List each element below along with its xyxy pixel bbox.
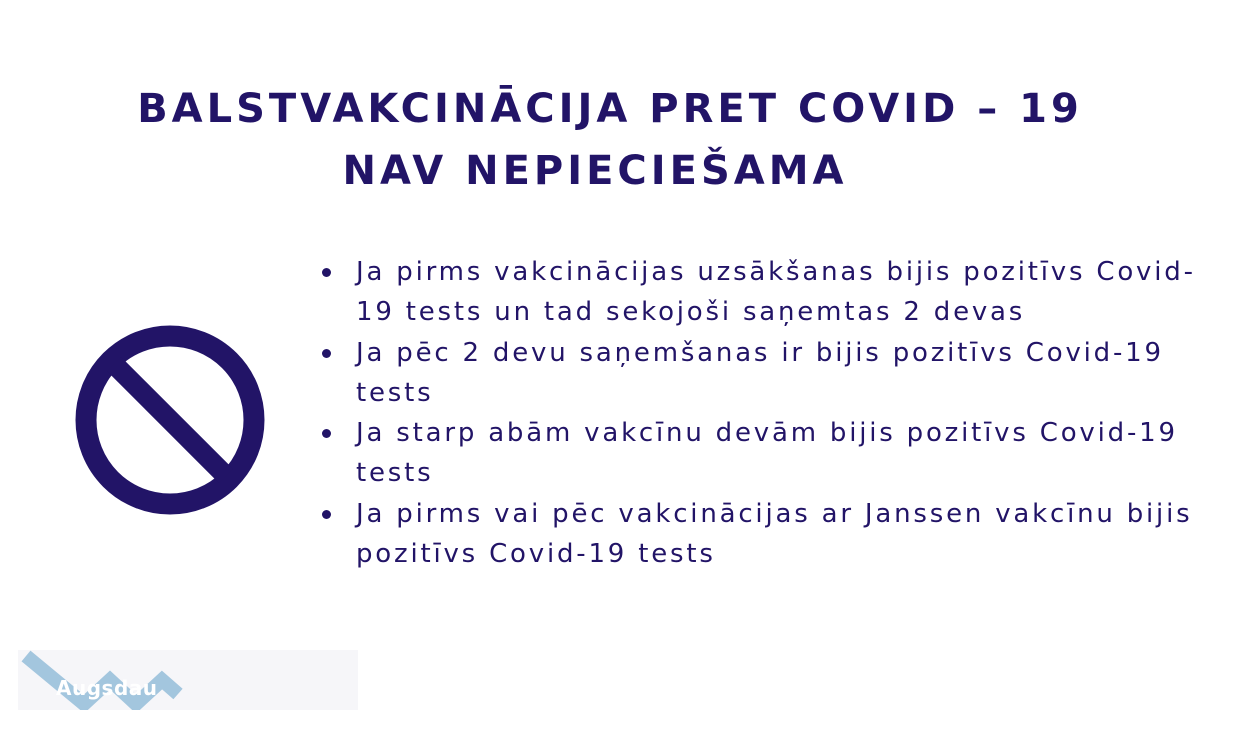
prohibited-sign-icon <box>74 324 266 516</box>
page-title <box>0 78 1220 202</box>
list-item: Ja pirms vakcinācijas uzsākšanas bijis pozitīvs Covid-19 tests un tad sekojoši saņemtas 2 devas <box>318 252 1198 333</box>
list-item: Ja starp abām vakcīnu devām bijis pozitīvs Covid-19 tests <box>318 413 1198 494</box>
list-item: Ja pirms vai pēc vakcinācijas ar Janssen vakcīnu bijis pozitīvs Covid-19 tests <box>318 494 1198 575</box>
conditions-list <box>318 252 1198 574</box>
title-line-2: NAV NEPIECIEŠAMA <box>342 148 848 194</box>
title-line-1: BALSTVAKCINĀCIJA PRET COVID – 19 <box>137 86 1083 132</box>
watermark <box>18 650 358 710</box>
watermark-text: Augsdau <box>56 676 158 700</box>
list-item: Ja pēc 2 devu saņemšanas ir bijis pozitīvs Covid-19 tests <box>318 333 1198 414</box>
